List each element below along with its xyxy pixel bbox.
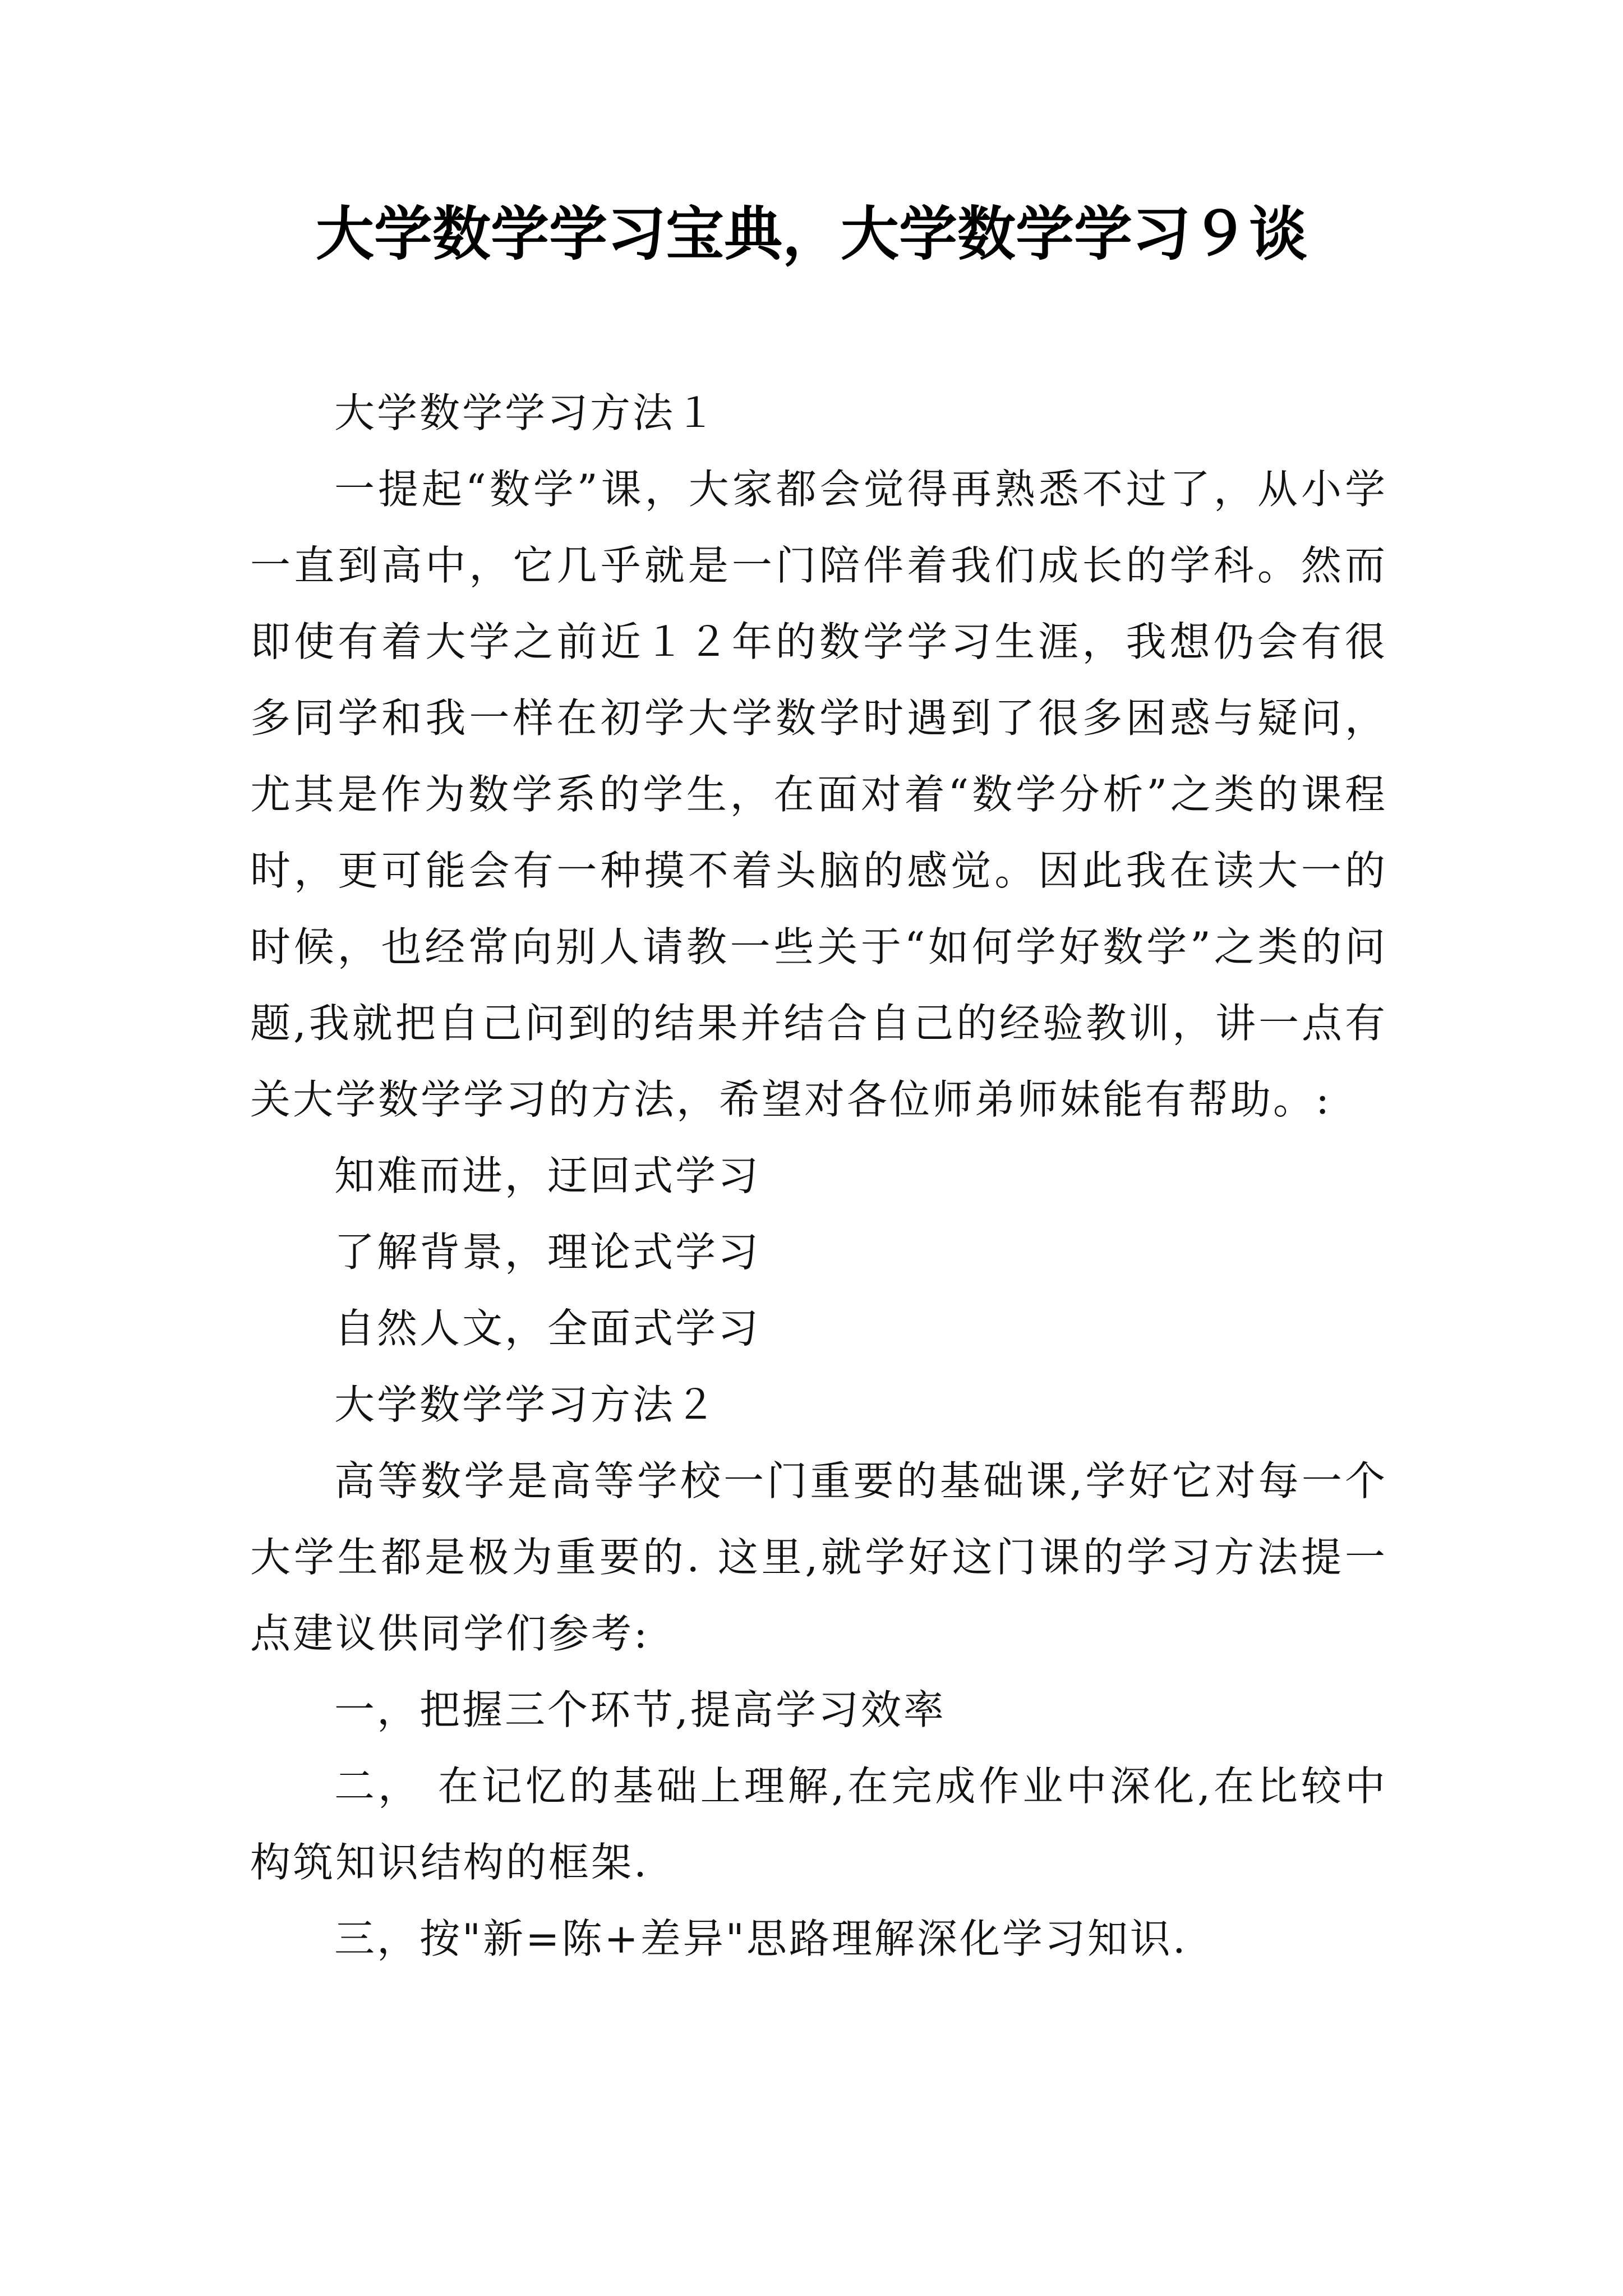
paragraph-tip-3: 自然人文，全面式学习 bbox=[334, 1305, 761, 1352]
paragraph-point-3: 三，按"新=陈+差异"思路理解深化学习知识. bbox=[334, 1915, 1188, 1962]
document-title: 大学数学学习宝典，大学数学学习９谈 bbox=[315, 199, 1307, 268]
paragraph-point-1: 一，把握三个环节,提高学习效率 bbox=[334, 1686, 946, 1733]
paragraph-tip-1: 知难而进，迂回式学习 bbox=[334, 1152, 761, 1199]
document-body bbox=[250, 375, 1387, 1977]
paragraph-method-2-intro: 高等数学是高等学校一门重要的基础课,学好它对每一个大学生都是极为重要的. 这里,就学好这门课的学习方法提一点建议供同学们参考: bbox=[250, 1457, 1387, 1657]
paragraph-method-2-heading: 大学数学学习方法２ bbox=[334, 1381, 718, 1428]
paragraph-tip-2: 了解背景，理论式学习 bbox=[334, 1228, 761, 1276]
paragraph-method-1-heading: 大学数学学习方法１ bbox=[334, 389, 718, 436]
paragraph-point-2: 二， 在记忆的基础上理解,在完成作业中深化,在比较中构筑知识结构的框架. bbox=[250, 1763, 1387, 1886]
paragraph-intro: 一提起“数学”课，大家都会觉得再熟悉不过了，从小学一直到高中，它几乎就是一门陪伴着我们成长的学科。然而即使有着大学之前近１２年的数学学习生涯，我想仍会有很多同学和我一样在初学大学数学时遇到了很多困惑与疑问，尤其是作为数学系的学生，在面对着“数学分析”之类的课程时，更可能会有一种摸不着头脑的感觉。因此我在读大一的时候，也经常向别人请教一些关于“如何学好数学”之类的问题,我就把自己问到的结果并结合自己的经验教训，讲一点有关大学数学学习的方法，希望对各位师弟师妹能有帮助。: bbox=[250, 466, 1387, 1123]
